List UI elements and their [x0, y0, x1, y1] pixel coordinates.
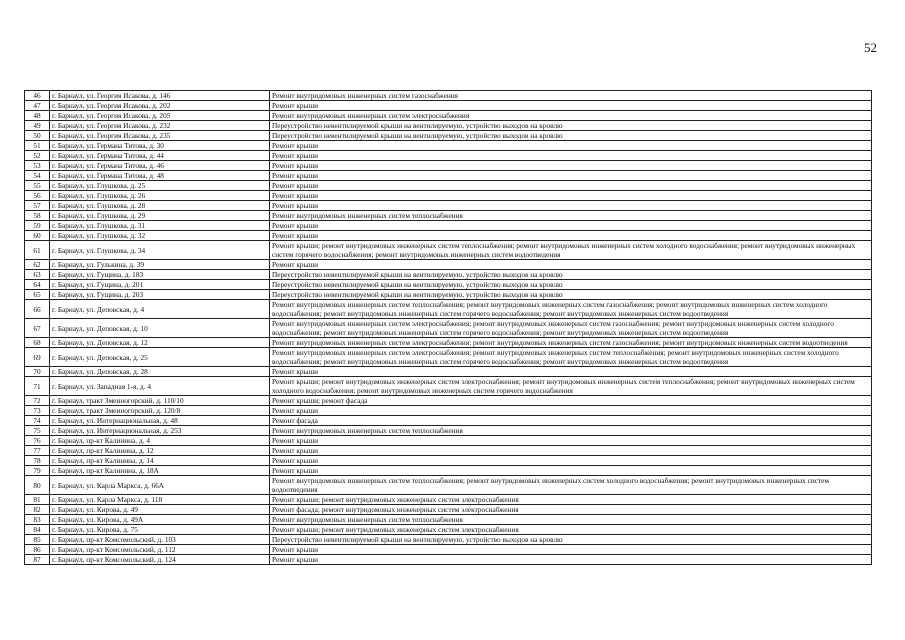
table-row — [25, 377, 872, 396]
address-cell: г. Барнаул, ул. Глушкова, д. 31 — [50, 221, 270, 231]
work-type-cell: Ремонт крыши — [270, 201, 872, 211]
work-type-cell: Ремонт внутридомовых инженерных систем электроснабжения; ремонт внутридомовых инженерных систем газоснабжения; ремонт внутридомовых инженерных систем холодного водоснабжения; ремонт внутридомовых инженерных систем горячего водоснабжения; ремонт внутридомовых инженерных систем водоотведения — [270, 319, 872, 338]
address-cell: г. Барнаул, ул. Глушкова, д. 29 — [50, 211, 270, 221]
row-number-cell: 75 — [25, 426, 50, 436]
table-row — [25, 319, 872, 338]
work-type-cell: Ремонт внутридомовых инженерных систем теплоснабжения; ремонт внутридомовых инженерных систем холодного водоснабжения; ремонт внутридомовых инженерных систем водоотведения — [270, 476, 872, 495]
address-cell: г. Барнаул, ул. Германа Титова, д. 44 — [50, 151, 270, 161]
address-cell: г. Барнаул, тракт Змеиногорский, д. 120/8 — [50, 406, 270, 416]
work-type-cell: Ремонт крыши — [270, 406, 872, 416]
row-number-cell: 59 — [25, 221, 50, 231]
table-row — [25, 525, 872, 535]
address-cell: г. Барнаул, пр-кт Комсомольский, д. 124 — [50, 555, 270, 565]
table-row — [25, 367, 872, 377]
row-number-cell: 49 — [25, 121, 50, 131]
table-row — [25, 101, 872, 111]
table-row — [25, 91, 872, 101]
address-cell: г. Барнаул, ул. Деповская, д. 10 — [50, 319, 270, 338]
table-row — [25, 221, 872, 231]
work-type-cell: Ремонт крыши — [270, 260, 872, 270]
row-number-cell: 77 — [25, 446, 50, 456]
work-type-cell: Ремонт крыши; ремонт внутридомовых инженерных систем электроснабжения — [270, 495, 872, 505]
address-cell: г. Барнаул, ул. Георгия Исакова, д. 146 — [50, 91, 270, 101]
address-cell: г. Барнаул, пр-кт Калинина, д. 12 — [50, 446, 270, 456]
table-row — [25, 338, 872, 348]
address-cell: г. Барнаул, ул. Гущина, д. 183 — [50, 270, 270, 280]
table-row — [25, 181, 872, 191]
work-type-cell: Переустройство невентилируемой крыши на вентилируемую, устройство выходов на кровлю — [270, 270, 872, 280]
row-number-cell: 76 — [25, 436, 50, 446]
address-cell: г. Барнаул, ул. Карла Маркса, д. 66А — [50, 476, 270, 495]
work-type-cell: Ремонт внутридомовых инженерных систем электроснабжения; ремонт внутридомовых инженерных систем теплоснабжения; ремонт внутридомовых инженерных систем холодного водоснабжения; ремонт внутридомовых инженерных систем горячего водоснабжения; ремонт внутридомовых инженерных систем водоотведения — [270, 348, 872, 367]
table-row — [25, 476, 872, 495]
table-row — [25, 290, 872, 300]
row-number-cell: 53 — [25, 161, 50, 171]
address-cell: г. Барнаул, ул. Деповская, д. 12 — [50, 338, 270, 348]
row-number-cell: 87 — [25, 555, 50, 565]
work-type-cell: Ремонт крыши — [270, 171, 872, 181]
row-number-cell: 73 — [25, 406, 50, 416]
table-row — [25, 505, 872, 515]
works-table — [24, 90, 872, 565]
table-row — [25, 260, 872, 270]
address-cell: г. Барнаул, ул. Глушкова, д. 32 — [50, 231, 270, 241]
row-number-cell: 48 — [25, 111, 50, 121]
table-row — [25, 211, 872, 221]
work-type-cell: Ремонт фасада; ремонт внутридомовых инженерных систем электроснабжения — [270, 505, 872, 515]
address-cell: г. Барнаул, пр-кт Комсомольский, д. 103 — [50, 535, 270, 545]
address-cell: г. Барнаул, пр-кт Калинина, д. 18А — [50, 466, 270, 476]
row-number-cell: 58 — [25, 211, 50, 221]
table-row — [25, 280, 872, 290]
table-row — [25, 300, 872, 319]
table-row — [25, 231, 872, 241]
work-type-cell: Переустройство невентилируемой крыши на вентилируемую, устройство выходов на кровлю — [270, 131, 872, 141]
work-type-cell: Ремонт крыши — [270, 436, 872, 446]
address-cell: г. Барнаул, пр-кт Калинина, д. 14 — [50, 456, 270, 466]
row-number-cell: 86 — [25, 545, 50, 555]
table-row — [25, 555, 872, 565]
work-type-cell: Ремонт фасада — [270, 416, 872, 426]
table-row — [25, 348, 872, 367]
table-row — [25, 495, 872, 505]
row-number-cell: 80 — [25, 476, 50, 495]
row-number-cell: 57 — [25, 201, 50, 211]
row-number-cell: 79 — [25, 466, 50, 476]
table-row — [25, 436, 872, 446]
work-type-cell: Ремонт крыши — [270, 545, 872, 555]
work-type-cell: Ремонт внутридомовых инженерных систем электроснабжения; ремонт внутридомовых инженерных систем газоснабжения; ремонт внутридомовых инженерных систем водоотведения — [270, 338, 872, 348]
address-cell: г. Барнаул, ул. Георгия Исакова, д. 205 — [50, 111, 270, 121]
work-type-cell: Ремонт крыши — [270, 101, 872, 111]
table-row — [25, 141, 872, 151]
work-type-cell: Ремонт крыши; ремонт фасада — [270, 396, 872, 406]
work-type-cell: Ремонт крыши; ремонт внутридомовых инженерных систем теплоснабжения; ремонт внутридомовых инженерных систем холодного водоснабжения; ремонт внутридомовых инженерных систем горячего водоснабжения; ремонт внутридомовых инженерных систем водоотведения — [270, 241, 872, 260]
table-row — [25, 161, 872, 171]
work-type-cell: Ремонт крыши; ремонт внутридомовых инженерных систем электроснабжения; ремонт внутридомовых инженерных систем теплоснабжения; ремонт внутридомовых инженерных систем холодного водоснабжения; ремонт внутридомовых инженерных систем горячего водоснабжения — [270, 377, 872, 396]
table-row — [25, 201, 872, 211]
row-number-cell: 72 — [25, 396, 50, 406]
address-cell: г. Барнаул, ул. Карла Маркса, д. 118 — [50, 495, 270, 505]
table-row — [25, 270, 872, 280]
address-cell: г. Барнаул, ул. Георгия Исакова, д. 235 — [50, 131, 270, 141]
row-number-cell: 82 — [25, 505, 50, 515]
table-row — [25, 416, 872, 426]
table-row — [25, 456, 872, 466]
row-number-cell: 61 — [25, 241, 50, 260]
work-type-cell: Ремонт крыши — [270, 191, 872, 201]
table-row — [25, 111, 872, 121]
row-number-cell: 62 — [25, 260, 50, 270]
work-type-cell: Переустройство невентилируемой крыши на вентилируемую, устройство выходов на кровлю — [270, 535, 872, 545]
table-row — [25, 426, 872, 436]
address-cell: г. Барнаул, ул. Глушкова, д. 34 — [50, 241, 270, 260]
row-number-cell: 85 — [25, 535, 50, 545]
address-cell: г. Барнаул, ул. Деповская, д. 25 — [50, 348, 270, 367]
table-row — [25, 171, 872, 181]
row-number-cell: 81 — [25, 495, 50, 505]
row-number-cell: 51 — [25, 141, 50, 151]
row-number-cell: 71 — [25, 377, 50, 396]
address-cell: г. Барнаул, ул. Деповская, д. 4 — [50, 300, 270, 319]
row-number-cell: 67 — [25, 319, 50, 338]
address-cell: г. Барнаул, ул. Деповская, д. 28 — [50, 367, 270, 377]
table-row — [25, 131, 872, 141]
address-cell: г. Барнаул, ул. Кирова, д. 75 — [50, 525, 270, 535]
work-type-cell: Ремонт внутридомовых инженерных систем теплоснабжения — [270, 426, 872, 436]
work-type-cell: Ремонт внутридомовых инженерных систем теплоснабжения; ремонт внутридомовых инженерных систем газоснабжения; ремонт внутридомовых инженерных систем холодного водоснабжения; ремонт внутридомовых инженерных систем горячего водоснабжения; ремонт внутридомовых инженерных систем водоотведения — [270, 300, 872, 319]
work-type-cell: Ремонт крыши — [270, 367, 872, 377]
address-cell: г. Барнаул, пр-кт Калинина, д. 4 — [50, 436, 270, 446]
work-type-cell: Ремонт крыши — [270, 231, 872, 241]
table-row — [25, 191, 872, 201]
address-cell: г. Барнаул, ул. Германа Титова, д. 46 — [50, 161, 270, 171]
address-cell: г. Барнаул, ул. Интернациональная, д. 253 — [50, 426, 270, 436]
row-number-cell: 70 — [25, 367, 50, 377]
table-row — [25, 151, 872, 161]
address-cell: г. Барнаул, ул. Кирова, д. 49А — [50, 515, 270, 525]
address-cell: г. Барнаул, ул. Георгия Исакова, д. 202 — [50, 101, 270, 111]
work-type-cell: Ремонт крыши — [270, 151, 872, 161]
work-type-cell: Переустройство невентилируемой крыши на вентилируемую, устройство выходов на кровлю — [270, 280, 872, 290]
row-number-cell: 46 — [25, 91, 50, 101]
work-type-cell: Ремонт крыши — [270, 446, 872, 456]
work-type-cell: Ремонт внутридомовых инженерных систем теплоснабжения — [270, 515, 872, 525]
row-number-cell: 47 — [25, 101, 50, 111]
page-number: 52 — [864, 40, 877, 55]
address-cell: г. Барнаул, ул. Кирова, д. 49 — [50, 505, 270, 515]
work-type-cell: Ремонт внутридомовых инженерных систем теплоснабжения — [270, 211, 872, 221]
address-cell: г. Барнаул, ул. Глушкова, д. 25 — [50, 181, 270, 191]
row-number-cell: 68 — [25, 338, 50, 348]
address-cell: г. Барнаул, пр-кт Комсомольский, д. 112 — [50, 545, 270, 555]
works-table-body — [25, 91, 872, 565]
work-type-cell: Ремонт крыши — [270, 141, 872, 151]
row-number-cell: 84 — [25, 525, 50, 535]
work-type-cell: Ремонт крыши — [270, 555, 872, 565]
row-number-cell: 60 — [25, 231, 50, 241]
address-cell: г. Барнаул, ул. Гущина, д. 203 — [50, 290, 270, 300]
row-number-cell: 50 — [25, 131, 50, 141]
row-number-cell: 55 — [25, 181, 50, 191]
table-row — [25, 466, 872, 476]
table-row — [25, 406, 872, 416]
table-row — [25, 535, 872, 545]
row-number-cell: 78 — [25, 456, 50, 466]
row-number-cell: 66 — [25, 300, 50, 319]
row-number-cell: 52 — [25, 151, 50, 161]
row-number-cell: 69 — [25, 348, 50, 367]
address-cell: г. Барнаул, ул. Гущина, д. 201 — [50, 280, 270, 290]
row-number-cell: 74 — [25, 416, 50, 426]
address-cell: г. Барнаул, ул. Германа Титова, д. 30 — [50, 141, 270, 151]
row-number-cell: 56 — [25, 191, 50, 201]
table-row — [25, 396, 872, 406]
row-number-cell: 83 — [25, 515, 50, 525]
work-type-cell: Ремонт крыши — [270, 221, 872, 231]
table-row — [25, 241, 872, 260]
works-table-container — [24, 90, 872, 565]
table-row — [25, 515, 872, 525]
address-cell: г. Барнаул, ул. Гулькина, д. 39 — [50, 260, 270, 270]
row-number-cell: 63 — [25, 270, 50, 280]
address-cell: г. Барнаул, ул. Глушкова, д. 26 — [50, 191, 270, 201]
work-type-cell: Переустройство невентилируемой крыши на вентилируемую, устройство выходов на кровлю — [270, 290, 872, 300]
table-row — [25, 446, 872, 456]
work-type-cell: Ремонт внутридомовых инженерных систем электроснабжения — [270, 111, 872, 121]
work-type-cell: Ремонт крыши; ремонт внутридомовых инженерных систем электроснабжения — [270, 525, 872, 535]
address-cell: г. Барнаул, ул. Германа Титова, д. 48 — [50, 171, 270, 181]
address-cell: г. Барнаул, ул. Георгия Исакова, д. 232 — [50, 121, 270, 131]
address-cell: г. Барнаул, ул. Глушкова, д. 28 — [50, 201, 270, 211]
row-number-cell: 64 — [25, 280, 50, 290]
work-type-cell: Ремонт внутридомовых инженерных систем газоснабжения — [270, 91, 872, 101]
table-row — [25, 121, 872, 131]
row-number-cell: 54 — [25, 171, 50, 181]
work-type-cell: Ремонт крыши — [270, 161, 872, 171]
address-cell: г. Барнаул, ул. Западная 1-я, д. 4 — [50, 377, 270, 396]
address-cell: г. Барнаул, тракт Змеиногорский, д. 110/10 — [50, 396, 270, 406]
table-row — [25, 545, 872, 555]
address-cell: г. Барнаул, ул. Интернациональная, д. 48 — [50, 416, 270, 426]
work-type-cell: Ремонт крыши — [270, 181, 872, 191]
work-type-cell: Ремонт крыши — [270, 456, 872, 466]
row-number-cell: 65 — [25, 290, 50, 300]
work-type-cell: Переустройство невентилируемой крыши на вентилируемую, устройство выходов на кровлю — [270, 121, 872, 131]
work-type-cell: Ремонт крыши — [270, 466, 872, 476]
